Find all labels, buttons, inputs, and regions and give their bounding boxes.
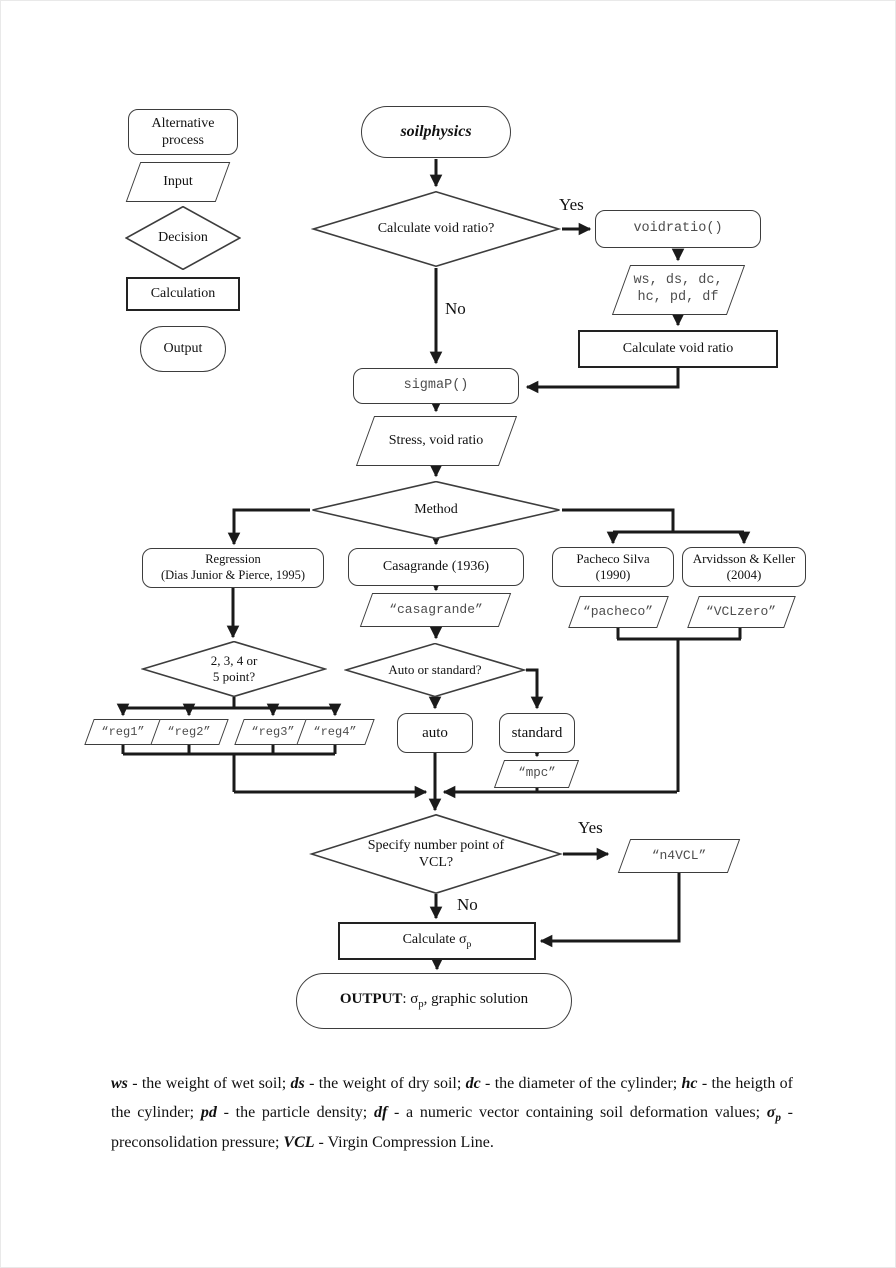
mpc-string-label: “mpc”	[518, 766, 556, 781]
legend-decision	[125, 206, 241, 270]
arvidsson-line1: Arvidsson & Keller	[692, 550, 796, 566]
node-reg2-string	[147, 719, 231, 745]
voidratio-function-label: voidratio()	[633, 220, 723, 236]
pacheco-method-label	[576, 551, 649, 584]
legend-alternative-process	[128, 109, 238, 155]
void-inputs-line1: ws, ds, dc,	[633, 273, 723, 289]
reg2-string-label: “reg2”	[167, 724, 211, 739]
caption-part-ds: ds - the weight of dry soil;	[290, 1075, 466, 1092]
node-stress-void-input	[349, 416, 523, 466]
sigmap-function-label: sigmaP()	[403, 377, 469, 393]
caption-part-dc: dc - the diameter of the cylinder;	[465, 1075, 682, 1092]
legend-input	[123, 162, 233, 202]
yes-label-top	[559, 195, 584, 215]
node-casagrande-method	[348, 548, 524, 586]
node-regression-method	[142, 548, 324, 588]
caption-part-ws: ws - the weight of wet soil;	[111, 1075, 291, 1092]
output-sub-text: p	[418, 999, 424, 1011]
legend-output	[140, 326, 226, 372]
stress-void-input-label: Stress, void ratio	[388, 433, 484, 449]
no-label-bottom	[457, 895, 478, 915]
n4vcl-string-label: “n4VCL”	[651, 847, 707, 863]
calculate-sigmap-prefix: Calculate σ	[402, 931, 467, 947]
node-reg4-string	[293, 719, 377, 745]
reg1-string-label: “reg1”	[101, 724, 145, 739]
vcl-points-line2: VCL?	[418, 855, 454, 870]
pacheco-merge-connectors	[617, 628, 741, 792]
calculate-sigmap-label	[403, 931, 472, 951]
node-auto-process	[397, 713, 473, 753]
node-calculate-sigmap	[338, 922, 536, 960]
pacheco-string-label: “pacheco”	[582, 603, 654, 619]
no-label-top	[445, 299, 466, 319]
calc-void-ratio-question-label: Calculate void ratio?	[377, 221, 495, 237]
node-voidratio-function	[595, 210, 761, 248]
yes-label-top-text: Yes	[559, 195, 584, 214]
auto-process-label: auto	[422, 724, 448, 741]
figure-caption	[111, 1070, 793, 1158]
point-count-question-label	[211, 653, 258, 686]
legend-decision-label: Decision	[158, 230, 208, 246]
node-casagrande-string	[351, 593, 521, 627]
node-pacheco-method	[552, 547, 674, 587]
regression-line2: (Dias Junior & Pierce, 1995)	[160, 568, 306, 582]
caption-part-vcl: VCL - Virgin Compression Line.	[283, 1133, 494, 1151]
node-calc-void-ratio-decision	[311, 191, 561, 267]
no-label-top-text: No	[445, 299, 466, 318]
auto-standard-question-label: Auto or standard?	[388, 661, 482, 677]
arvidsson-line2: (2004)	[726, 567, 762, 582]
node-mpc-string	[491, 760, 583, 788]
node-method-decision	[310, 481, 562, 539]
yes-label-bottom-text: Yes	[578, 818, 603, 837]
casagrande-method-label: Casagrande (1936)	[382, 559, 490, 575]
caption-part-pd: pd - the particle density;	[200, 1104, 374, 1122]
vclzero-string-label: “VCLzero”	[705, 603, 777, 619]
output-result-label	[340, 990, 528, 1011]
node-auto-standard-decision	[344, 643, 526, 697]
legend-calculation	[126, 277, 240, 311]
output-bold-text: OUTPUT	[339, 991, 403, 1008]
node-sigmap-function	[353, 368, 519, 404]
point-count-line1: 2, 3, 4 or	[210, 652, 258, 668]
method-question-label: Method	[414, 502, 458, 518]
void-inputs-line2: hc, pd, df	[637, 290, 719, 305]
node-soilphysics-start	[361, 106, 511, 158]
node-n4vcl-string	[612, 839, 746, 873]
reg4-string-label: “reg4”	[313, 724, 357, 739]
legend-alternative-process-label: Alternative process	[151, 115, 215, 148]
node-vclzero-string	[682, 596, 800, 628]
yes-label-bottom	[578, 818, 603, 838]
caption-part-hc: hc - the heigth of the cylinder;	[111, 1075, 793, 1122]
regression-line1: Regression	[205, 552, 261, 567]
pacheco-line2: (1990)	[595, 567, 631, 582]
arvidsson-method-label	[693, 551, 796, 584]
vcl-points-question-label	[368, 837, 504, 872]
calculate-sigmap-sub: p	[466, 938, 472, 950]
no-label-bottom-text: No	[457, 895, 478, 914]
node-point-count-decision	[141, 641, 327, 697]
point-count-line2: 5 point?	[212, 669, 256, 684]
node-standard-process	[499, 713, 575, 753]
output-suffix-text: , graphic solution	[423, 991, 529, 1008]
node-pacheco-string	[564, 596, 672, 628]
output-prefix-text: : σ	[402, 991, 419, 1008]
pacheco-line1: Pacheco Silva	[576, 550, 650, 566]
node-arvidsson-method	[682, 547, 806, 587]
soilphysics-label: soilphysics	[400, 123, 472, 140]
standard-process-label: standard	[511, 724, 563, 741]
node-vcl-points-decision	[309, 814, 563, 894]
calculate-void-ratio-label: Calculate void ratio	[622, 341, 734, 357]
merge-bus-connectors	[234, 753, 677, 810]
caption-part-sigmap: $\sigma_p$ - preconsolidation pressure;	[111, 1104, 793, 1151]
reg3-string-label: “reg3”	[251, 724, 295, 739]
legend-calculation-label: Calculation	[150, 286, 216, 302]
caption-part-df: df - a numeric vector containing soil deformation values;	[373, 1104, 767, 1122]
legend-output-label: Output	[163, 341, 203, 357]
casagrande-string-label: “casagrande”	[389, 601, 483, 617]
node-calculate-void-ratio	[578, 330, 778, 368]
node-void-inputs	[608, 265, 748, 315]
vcl-points-line1: Specify number point of	[367, 837, 505, 853]
regression-method-label	[161, 552, 305, 583]
node-output-result	[296, 973, 572, 1029]
void-inputs-label	[633, 273, 722, 307]
legend-input-label: Input	[163, 174, 193, 190]
